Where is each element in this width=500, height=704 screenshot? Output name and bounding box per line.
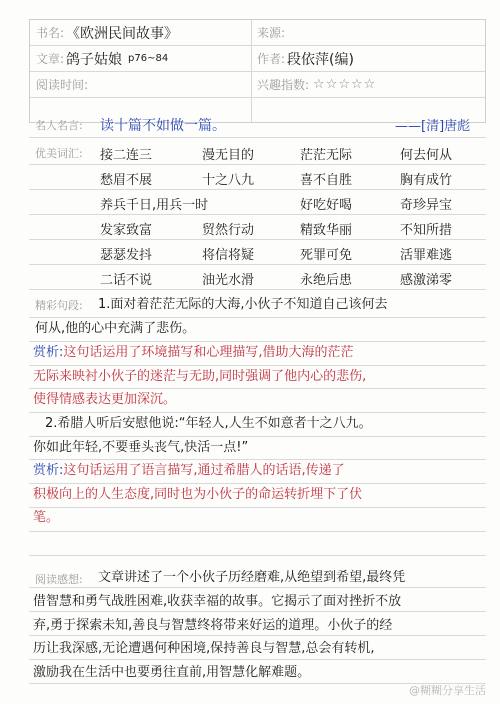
sentence-line: 何从,他的心中充满了悲伤。 [35,321,196,336]
reflection-label: 阅读感想: [35,573,83,586]
read-time-label: 阅读时间: [36,78,89,92]
article-cell [36,46,168,71]
sentence-line: 1.面对着茫茫无际的大海,小伙子不知道自己该何去 [98,297,388,312]
interest-stars[interactable]: ☆☆☆☆☆ [313,77,377,92]
ruled-line [29,531,486,532]
reflection-text [33,590,493,684]
analysis-1 [33,341,493,412]
vocab-word: 贸然行动 [202,223,255,238]
vocab-word: 十之八九 [202,173,255,188]
article-pages: p76~84 [128,53,169,64]
vocab-word: 奇珍异宝 [400,198,453,213]
vocab-word: 何去何从 [400,148,453,163]
vocab-word: 永绝后患 [300,273,353,288]
vocab-word: 发家致富 [100,223,153,238]
quote-source: ——[清]唐彪 [395,119,471,134]
reflection-line: 借智慧和勇气战胜困难,收获幸福的故事。它揭示了面对挫折不放 [33,594,402,609]
vocab-word: 油光水滑 [202,273,255,288]
author-cell [257,46,354,71]
analysis-line: 笔。 [33,510,60,525]
vocab-row [100,216,490,241]
interest-label: 兴趣指数: [257,78,310,92]
vocab-word: 瑟瑟发抖 [100,248,153,263]
vocab-word: 愁眉不展 [100,173,153,188]
vocab-row [100,166,490,191]
vocab-row [100,191,490,216]
vocab-row [100,266,490,291]
vocab-word: 养兵千日,用兵一时 [100,198,209,213]
analysis-line: 无际来映衬小伙子的迷茫与无助,同时强调了他内心的悲伤, [33,368,367,384]
book-label: 书名: [36,26,65,40]
analysis-line: 这句话运用了环境描写和心理描写,借助大海的茫茫 [63,345,354,360]
ruled-line [29,555,486,556]
article-title: 鸽子姑娘 [66,51,123,68]
watermark: @糊糊分享生活 [409,684,486,697]
vocab-word: 喜不自胜 [300,173,353,188]
article-row [30,46,485,72]
reflection-line: 弃,勇于探索未知,善良与智慧终将带来好运的道理。小伙子的经 [33,617,393,633]
reflection-line: 文章讲述了一个小伙子历经磨难,从绝望到希望,最终凭 [98,570,406,585]
vocab-word: 死罪可免 [300,248,353,263]
analysis-line: 使得情感表达更加深沉。 [33,392,177,407]
sentence-1 [98,293,500,317]
vocab-row [100,141,490,166]
vocab-word: 漫无目的 [202,148,255,163]
sentence-line: 2.希腊人听后安慰他说:“年轻人,人生不如意者十之八九。 [45,416,372,431]
vocab-label: 优美词汇: [35,147,83,160]
sentence-2 [45,412,500,436]
book-title: 《欧洲民间故事》 [66,25,179,42]
ruled-line [29,137,486,138]
read-time-row [30,72,485,98]
analysis-label: 赏析: [33,463,64,478]
analysis-2 [33,459,493,530]
author-name: 段依萍(编) [287,51,354,68]
vocab-word: 好吃好喝 [300,198,353,213]
sentence-2-cont [33,436,493,460]
vocab-word: 将信将疑 [202,248,255,263]
vocab-grid [100,141,490,291]
vocab-row [100,241,490,266]
vocab-word: 活罪难逃 [400,248,453,263]
vocab-word: 茫茫无际 [300,148,353,163]
source-cell [257,20,285,45]
vocab-word: 不知所措 [400,223,453,238]
analysis-line: 这句话运用了语言描写,通过希腊人的话语,传递了 [63,463,345,478]
analysis-line: 积极向上的人生态度,同时也为小伙子的命运转折埋下了伏 [33,486,363,502]
source-label: 来源: [257,26,286,40]
analysis-label: 赏析: [33,345,64,360]
quote-text: 读十篇不如做一篇。 [100,118,226,134]
sentence-1-cont [35,317,495,341]
reflection-line: 历让我深感,无论遭遇何种困境,保持善良与智慧,总会有转机, [33,641,375,656]
book-cell [36,20,178,45]
vocab-word: 二话不说 [100,273,153,288]
quote-label: 名人名言: [35,119,83,132]
reflection-first [98,566,500,590]
book-info-table [29,19,486,123]
author-label: 作者: [257,52,286,66]
vocab-word: 感激涕零 [400,273,453,288]
interest-cell [257,72,376,97]
article-label: 文章: [36,52,65,66]
reflection-line: 激励我在生活中也要勇往直前,用智慧化解难题。 [33,664,311,680]
sentence-line: 你如此年轻,不要垂头丧气,快活一点!” [33,440,249,455]
vocab-word: 接二连三 [100,148,153,163]
sentences-label: 精彩句段: [35,299,83,312]
vocab-word: 精致华丽 [300,223,353,238]
vocab-word: 胸有成竹 [400,173,453,188]
read-time-cell [36,72,88,97]
book-row [30,20,485,46]
